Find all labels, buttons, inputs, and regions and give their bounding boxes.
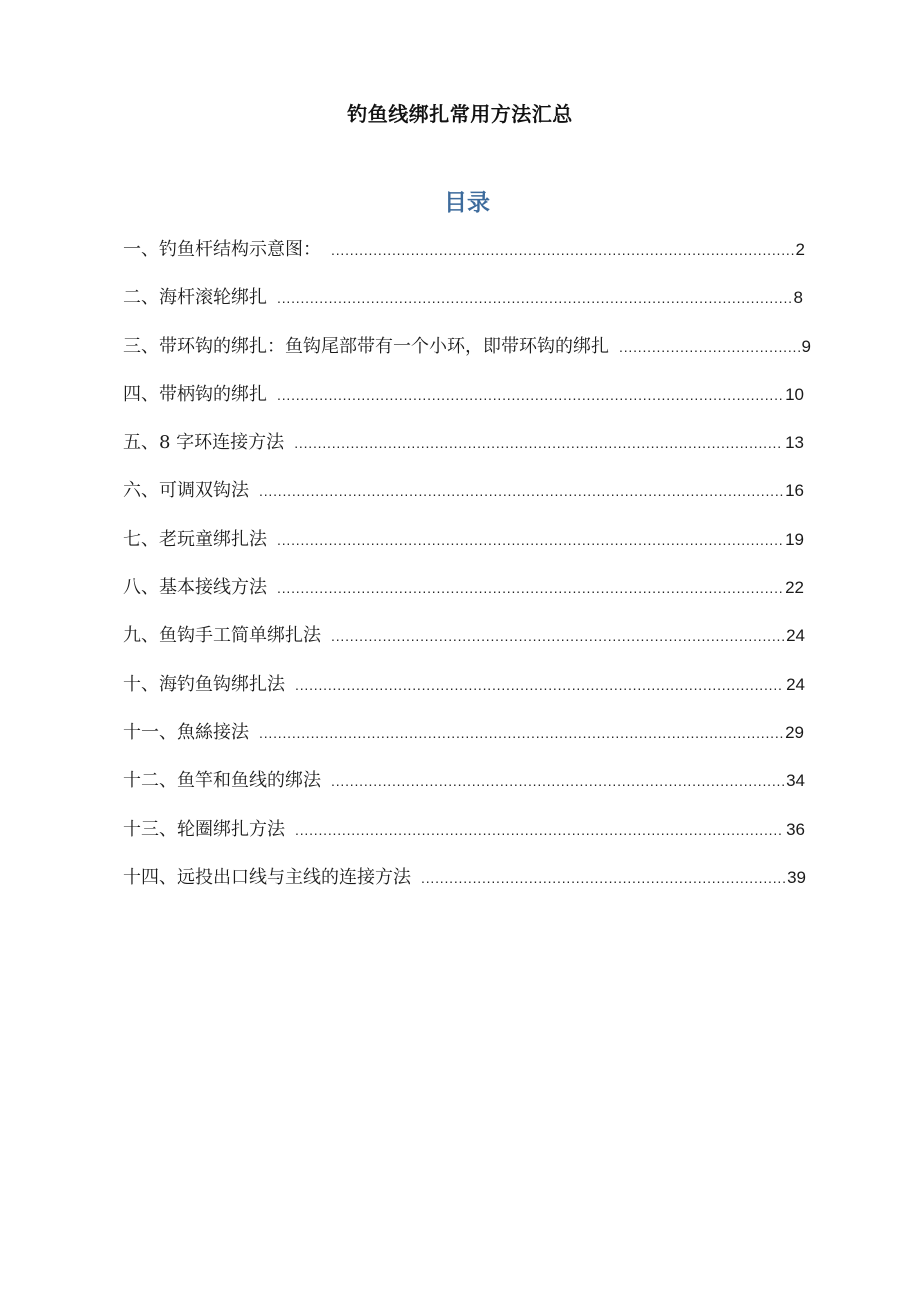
toc-entry-label: 十二、鱼竿和鱼线的绑法 bbox=[123, 770, 321, 792]
toc-entry-label: 十一、魚絲接法 bbox=[123, 721, 249, 743]
toc-leader bbox=[277, 570, 783, 606]
toc-entry-page: 36 bbox=[786, 819, 805, 839]
toc-entry-page: 34 bbox=[786, 771, 805, 791]
toc-entry-page: 29 bbox=[785, 722, 804, 742]
toc-entry-page: 2 bbox=[795, 240, 805, 259]
toc-entry[interactable] bbox=[123, 522, 813, 570]
toc-entry-label: 十三、轮圈绑扎方法 bbox=[123, 818, 285, 840]
toc-entry[interactable] bbox=[123, 763, 813, 811]
toc-leader bbox=[277, 280, 792, 316]
toc-entry-label: 二、海杆滚轮绑扎 bbox=[123, 287, 267, 309]
toc-entry-page: 19 bbox=[785, 529, 804, 549]
toc-entry-label: 八、基本接线方法 bbox=[123, 577, 267, 599]
toc-entry-page: 24 bbox=[786, 626, 805, 646]
toc-entry-page: 16 bbox=[785, 481, 804, 501]
toc-entry-page: 22 bbox=[785, 578, 804, 598]
toc-entry[interactable] bbox=[123, 232, 813, 280]
toc-entry-page: 8 bbox=[793, 288, 803, 308]
toc-entry-page: 24 bbox=[786, 674, 805, 694]
toc-entry-label: 六、可调双钩法 bbox=[123, 480, 249, 502]
toc-entry-page: 13 bbox=[785, 433, 804, 453]
toc-entry[interactable] bbox=[123, 377, 813, 425]
toc-leader bbox=[259, 715, 783, 751]
toc-leader bbox=[295, 812, 784, 848]
toc-entry-label: 七、老玩童绑扎法 bbox=[123, 528, 267, 550]
toc-leader bbox=[331, 618, 784, 654]
toc-leader bbox=[259, 473, 783, 509]
toc-leader bbox=[421, 860, 785, 896]
toc-entry[interactable] bbox=[123, 570, 813, 618]
toc-entry-page: 39 bbox=[787, 867, 806, 887]
toc-entry[interactable] bbox=[123, 860, 813, 908]
table-of-contents bbox=[123, 232, 813, 908]
toc-entry[interactable] bbox=[123, 425, 813, 473]
toc-entry-label: 十四、远投出口线与主线的连接方法 bbox=[123, 866, 411, 888]
toc-entry-label: 三、带环钩的绑扎：鱼钩尾部带有一个小环，即带环钩的绑扎 bbox=[123, 335, 609, 357]
toc-leader bbox=[331, 232, 794, 268]
toc-entry-label: 五、8 字环连接方法 bbox=[123, 432, 285, 454]
toc-entry[interactable] bbox=[123, 329, 813, 377]
toc-entry-page: 10 bbox=[785, 384, 804, 404]
toc-entry-label: 一、钓鱼杆结构示意图： bbox=[123, 239, 321, 260]
toc-entry-label: 四、带柄钩的绑扎 bbox=[123, 383, 267, 405]
toc-leader bbox=[619, 329, 800, 365]
toc-entry[interactable] bbox=[123, 473, 813, 521]
toc-entry[interactable] bbox=[123, 618, 813, 666]
toc-leader bbox=[294, 425, 783, 461]
toc-heading: 目录 bbox=[444, 190, 490, 216]
toc-entry-label: 九、鱼钩手工简单绑扎法 bbox=[123, 625, 321, 647]
toc-leader bbox=[277, 377, 783, 413]
toc-entry[interactable] bbox=[123, 280, 813, 328]
toc-entry[interactable] bbox=[123, 667, 813, 715]
toc-leader bbox=[331, 763, 784, 799]
toc-entry-label: 十、海钓鱼钩绑扎法 bbox=[123, 673, 285, 695]
toc-entry[interactable] bbox=[123, 715, 813, 763]
toc-entry-page: 9 bbox=[801, 336, 811, 356]
toc-leader bbox=[277, 522, 783, 558]
document-title: 钓鱼线绑扎常用方法汇总 bbox=[347, 102, 573, 126]
toc-leader bbox=[295, 667, 784, 703]
toc-entry[interactable] bbox=[123, 812, 813, 860]
